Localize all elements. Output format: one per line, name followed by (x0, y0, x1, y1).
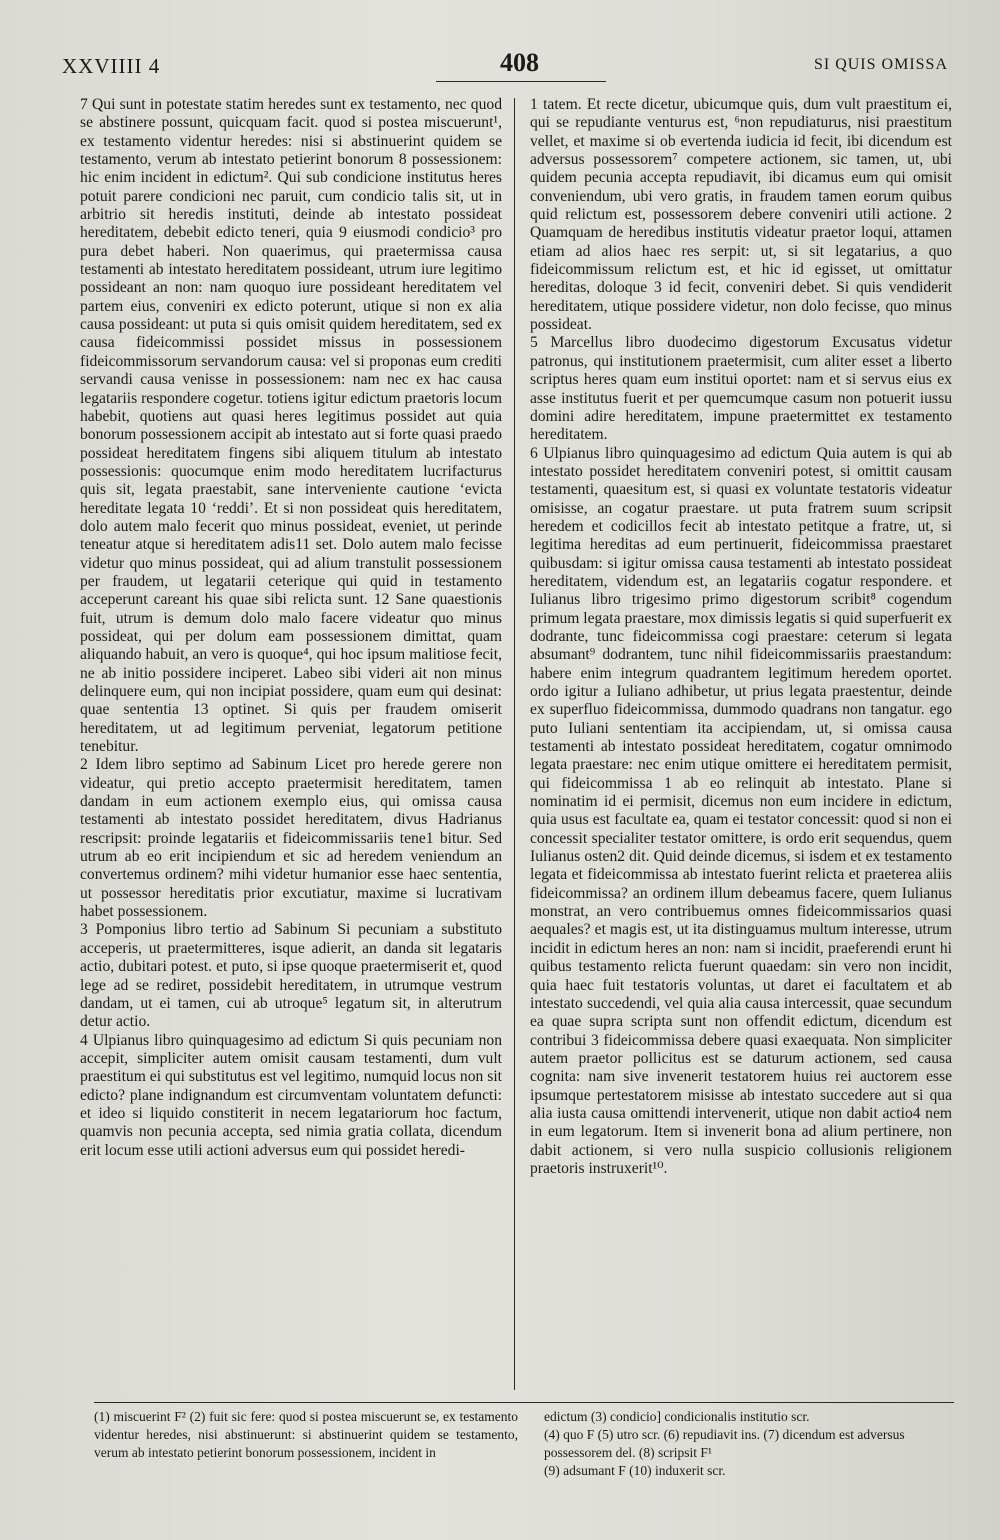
footnotes-left (94, 1408, 518, 1462)
page-number: 408 (500, 48, 539, 77)
paragraph: 7 Qui sunt in potestate statim heredes sunt ex testamento, nec quod se abstinere possunt, quicquam facit. quod si postea miscuerunt¹, ex testamento videntur heredes: nisi si abstinuerint quidem se testamento, verum ab intestato petierint bonorum 8 possessionem: hic enim incident in edictum². Qui sub condicione institutus heres potuit parere condicioni nec paruit, cum condicio talis sit, ut in arbitrio sit heredis instituti, deinde ab intestato possideat hereditatem, debebit edicto teneri, quia 9 eiusmodi condicio³ pro pura debet haberi. Non quaerimus, qui praetermissa causa testamenti ab intestato hereditatem possideant, utrum iure legitimo possideant an non: nam quoquo iure possideant hereditatem vel partem eius, conveniri ex edicto poterunt, utique si non ex alia causa possideant: ut puta si quis omisit quidem hereditatem, sed ex causa fideicommissi possidet missus in possessionem fideicommissorum servandorum causa: vel si proponas eum crediti servandi causa venisse in possessionem: nam nec ex hac causa legatariis respondere cogetur. totiens igitur edictum praetoris locum habebit, quotiens aut quasi heres legitimus possidet aut quia bonorum possessionem accipit ab intestato aut si forte quasi praedo possideat hereditatem fingens sibi aliquem titulum ab intestato possessionis: quocumque enim modo hereditatem lucrifacturus quis sit, legata praestabit, sane interveniente cautione ‘evicta hereditate legata 10 ‘reddi’. Et si non possideat quis hereditatem, dolo autem malo fecerit quo minus possideat, eveniet, ut perinde teneatur atque si hereditatem adis11 set. Dolo autem malo fecisse videtur quo minus possideat, qui ad alium transtulit possessionem per fraudem, ut legatarii ceterique qui quid in testamento acceperunt careant his quae sibi relicta sunt. 12 Sane quaestionis fuit, utrum is demum dolo malo facere videatur quo minus possideat, qui per dolum eam possessionem dimittat, quam aliquando habuit, an vero is quoque⁴, qui hoc ipsum malitiose fecit, ne ab initio possidere inciperet. Labeo sibi videri ait non minus delinquere eum, qui non incipiat possidere, quam eum qui desinat: quae sententia 13 optinet. Si quis per fraudem omiserit hereditatem, ut ad legitimum perveniat, legatorum petitione tenebitur. (80, 96, 502, 756)
paragraph: 3 Pomponius libro tertio ad Sabinum Si pecuniam a substituto acceperis, ut praetermitteres, isque adierit, an danda sit legataris actio, dubitari potest. et puto, si ipse quoque praetermiserit et, quod lege ad se rediret, possidebit hereditatem, in utrumque vestrum dandam, ut ei tamen, cui ab utroque⁵ legatum sit, in alterutrum detur actio. (80, 921, 502, 1031)
footnote-line: (9) adsumant F (10) induxerit scr. (544, 1463, 726, 1478)
header-rule (436, 81, 606, 82)
footnotes-right (544, 1408, 964, 1480)
paragraph: 6 Ulpianus libro quinquagesimo ad edictum Quia autem is qui ab intestato possidet hereditatem conveniri potest, si omittit causam testamenti, quaesitum est, si quasi ex voluntate testatoris videatur omisisse, an cogatur praestare. ut puta fratrem suum scripsit heredem et codicillos fecit ab intestato petitque a fratre, ut, si legitima hereditas ad eum pertinuerit, fideicommissa praestaret quibusdam: si igitur omissa causa testamenti ab intestato possideat hereditatem, videndum est, an legatariis cogatur respondere. et Iulianus libro trigesimo primo digestorum scribit⁸ cogendum primum legata praestare, mox dimissis legatis si quid superfuerit ex dodrante, tunc fideicommissa cogi praestare: ceterum si legata absumant⁹ dodrantem, tunc nihil fideicommissariis praestandum: habere enim integrum quadrantem legitimum heredem oportet. ordo igitur a Iuliano adhibetur, ut prius legata praestentur, deinde ex superfluo fideicommissa, dummodo quadrans non tangatur. ego puto Iuliani sententiam ita accipiendam, ut, si omissa causa testamenti ab intestato possideat hereditatem, cogatur omnimodo legata praestare: nec enim utique omittere ei hereditatem permisit, qui fideicommissa 1 ab eo relinquit ab intestato. Plane si nominatim id ei permisit, dicemus non eum incidere in edictum, quia usus est facultate ea, quam ei testator concessit: quod si non ei concessit specialiter testator omittere, is ordo erit sequendus, quem Iulianus osten2 dit. Quid deinde dicemus, si isdem et ex testamento legata et fideicommissa ab intestato fuerint relicta et praeterea aliis fideicommissa? an ordinem illum debeamus facere, quem Iulianus monstrat, an vero contribuemus omnes fideicommissarios quasi aequales? et magis est, ut ita distinguamus multum interesse, utrum incidit in edictum heres an non: nam si incidit, praeferendi erunt hi quibus testamento relicta fuerunt quaedam: sin vero non incidit, quia haec fuit testatoris voluntas, ut daret ei facultatem et ab intestato succedendi, vel quia alia causa intercessit, quae secundum ea quae supra scripta sunt non offendit edictum, dicendum est contribui 3 fideicommissa debere quasi exaequata. Non simpliciter autem praetor pollicitus est se daturum actionem, sed causa cognita: nam sive invenerit testatorem huius rei auctorem esse ipsumque pertestatorem misisse ab intestato succedere aut si qua alia iusta causa omittendi intervenerit, utique non dabit actio4 nem in eum legatorum. Item si invenerit bona ad alium pertinere, non dabit actionem, si vero nulla suspicio collusionis religionem praetoris instruxerit¹⁰. (530, 444, 952, 1177)
paragraph: 2 Idem libro septimo ad Sabinum Licet pro herede gerere non videatur, qui pretio accepto praetermisit hereditatem, tamen dandam in eum actionem exemplo eius, qui omissa causa testamenti ab intestato possidet hereditatem, divus Hadrianus rescripsit: proinde legatariis et fideicommissariis tene1 bitur. Sed utrum ab eo erit incipiendum et sic ad heredem veniendum an convertemus ordinem? mihi videtur humanior esse haec sententia, ut possessor hereditatis prior excutiatur, maxime si lucrativam habet possessionem. (80, 756, 502, 921)
column-divider (514, 98, 515, 1390)
left-text-column (80, 96, 502, 1160)
paragraph: 5 Marcellus libro duodecimo digestorum Excusatus videtur patronus, qui institutionem praetermisit, cum aliter esset a liberto scriptus heres quam eum institui oportet: nam et si servus eius ex asse institutus fuerit et per quemcumque casum non potuerit iussu domini adire hereditatem, impune praetermittet ex testamento hereditatem. (530, 334, 952, 444)
page-header (62, 48, 948, 88)
footnote-rule (94, 1402, 954, 1403)
running-title: SI QUIS OMISSA (813, 56, 948, 73)
paragraph: 1 tatem. Et recte dicetur, ubicumque quis, dum vult praestitum ei, qui se repudiante venturus est, ⁶non repudiaturus, nisi praestitum vellet, et maxime si ob evertenda iudicia id fecit, ibi dicendum est adversus possessorem⁷ competere actionem, sic tamen, ut, ubi quidem pecunia accepta repudiavit, ibi dicamus eum qui omisit conveniendum, ubi vero gratis, in fraudem tamen eorum quibus quid relictum est, possessorem debere conveniri utili actione. 2 Quamquam de heredibus institutis videatur praetor loqui, attamen etiam ad alios haec res serpit: ut, si sit legatarius, a quo fideicommissum relictum est, et hic id egisset, ut omittatur hereditas, doloque 3 id fecit, conveniri debet. Si quis vendiderit hereditatem, utique possidere videtur, non dolo fecisse, quo minus possideat. (530, 96, 952, 334)
section-reference: XXVIIII 4 (62, 54, 161, 78)
footnote-text: (1) miscuerint F² (2) fuit sic fere: quod si postea miscuerunt se, ex testamento videntur heredes, nisi abstinuerunt: si abstinuerint quidem se testamento, verum ab intestato petierint bonorum possessionem, incident in (94, 1409, 518, 1460)
footnote-line: edictum (3) condicio] condicionalis institutio scr. (544, 1409, 810, 1424)
paragraph: 4 Ulpianus libro quinquagesimo ad edictum Si quis pecuniam non accepit, simpliciter autem omisit causam testamenti, dum vult praestitum ei qui substitutus est vel legitimo, numquid locus non sit edicto? plane indignandum est circumventam voluntatem defuncti: et ideo si liquido constiterit in necem legatariorum hoc factum, quamvis non pecunia accepta, sed nimia gratia collata, dicendum erit locum esse utili actioni adversus eum qui possidet heredi- (80, 1031, 502, 1159)
right-text-column (530, 96, 952, 1178)
footnote-line: (4) quo F (5) utro scr. (6) repudiavit ins. (7) dicendum est adversus possessorem del. (8) scripsit F¹ (544, 1427, 905, 1460)
